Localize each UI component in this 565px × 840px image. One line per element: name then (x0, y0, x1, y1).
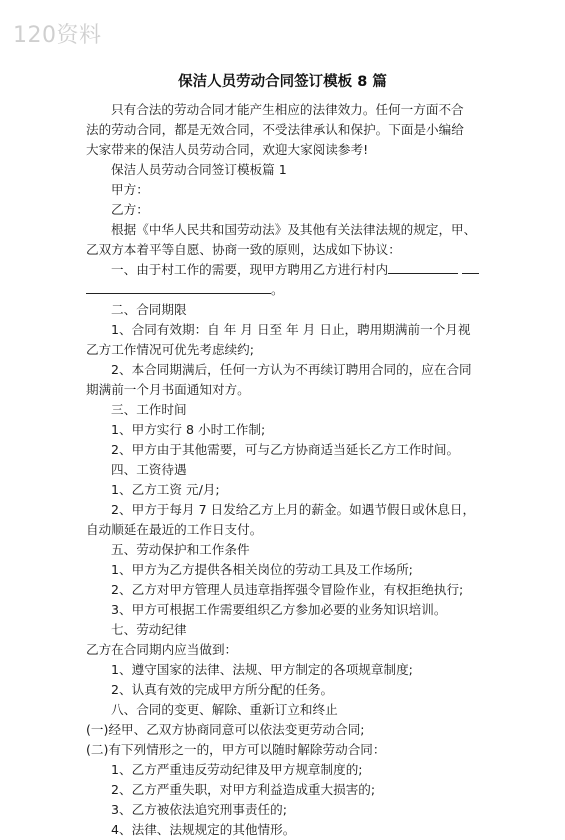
paragraph-line: 根据《中华人民共和国劳动法》及其他有关法律法规的规定，甲、 (111, 222, 477, 237)
clause-line: 2、本合同期满后，任何一方认为不再续订聘用合同的，应在合同 (111, 362, 472, 377)
section-heading: 七、劳动纪律 (111, 622, 187, 637)
party-b-label: 乙方： (111, 202, 149, 217)
clause-line (86, 280, 486, 300)
blank-underline (86, 280, 271, 294)
clause-text: 一、由于村工作的需要，现甲方聘用乙方进行村内 (111, 262, 389, 277)
paragraph-line: 大家带来的保洁人员劳动合同，欢迎大家阅读参考! (86, 142, 369, 157)
clause-line: (一)经甲、乙双方协商同意可以依法变更劳动合同; (86, 722, 365, 737)
clause-line: 3、乙方被依法追究刑事责任的; (111, 802, 287, 817)
clause-line: 2、甲方由于其他需要，可与乙方协商适当延长乙方工作时间。 (111, 442, 460, 457)
clause-line: 乙方工作情况可优先考虑续约; (86, 342, 254, 357)
blank-underline (462, 260, 479, 274)
watermark-logo: 120资料 (13, 23, 102, 48)
clause-line: 4、法律、法规规定的其他情形。 (111, 822, 296, 837)
section-heading: 二、合同期限 (111, 302, 187, 317)
clause-line: 期满前一个月书面通知对方。 (86, 382, 250, 397)
paragraph-line: 法的劳动合同，都是无效合同，不受法律承认和保护。下面是小编给 (86, 122, 464, 137)
clause-line: 1、甲方为乙方提供各相关岗位的劳动工具及工作场所; (111, 562, 413, 577)
party-a-label: 甲方： (111, 182, 149, 197)
clause-line: 1、遵守国家的法律、法规、甲方制定的各项规章制度; (111, 662, 413, 677)
clause-line: 3、甲方可根据工作需要组织乙方参加必要的业务知识培训。 (111, 602, 447, 617)
clause-line: 自动顺延在最近的工作日支付。 (86, 522, 263, 537)
clause-line: 1、甲方实行 8 小时工作制; (111, 422, 266, 437)
clause-line: 1、合同有效期：自 年 月 日至 年 月 日止，聘用期满前一个月视 (111, 322, 471, 337)
paragraph-line: 乙双方本着平等自愿、协商一致的原则，达成如下协议： (86, 242, 401, 257)
paragraph-line: 只有合法的劳动合同才能产生相应的法律效力。任何一方面不合 (111, 102, 464, 117)
clause-text: 。 (271, 282, 284, 297)
document-body (86, 100, 486, 840)
clause-line: 2、乙方对甲方管理人员违章指挥强令冒险作业，有权拒绝执行; (111, 582, 464, 597)
clause-line: 1、乙方严重违反劳动纪律及甲方规章制度的; (111, 762, 363, 777)
clause-line: 1、乙方工资 元/月; (111, 482, 220, 497)
section-heading: 保洁人员劳动合同签订模板篇 1 (111, 162, 287, 177)
clause-line: 2、乙方严重失职，对甲方利益造成重大损害的; (111, 782, 376, 797)
blank-underline (388, 260, 458, 274)
section-heading: 四、工资待遇 (111, 462, 187, 477)
document-title: 保洁人员劳动合同签订模板 8 篇 (178, 74, 387, 90)
clause-line: 乙方在合同期内应当做到： (86, 642, 238, 657)
clause-line (86, 260, 486, 280)
clause-line: (二)有下列情形之一的，甲方可以随时解除劳动合同： (86, 742, 386, 757)
clause-line: 2、认真有效的完成甲方所分配的任务。 (111, 682, 334, 697)
section-heading: 五、劳动保护和工作条件 (111, 542, 250, 557)
clause-line: 2、甲方于每月 7 日发给乙方上月的薪金。如遇节假日或休息日， (111, 502, 476, 517)
section-heading: 三、工作时间 (111, 402, 187, 417)
section-heading: 八、合同的变更、解除、重新订立和终止 (111, 702, 338, 717)
